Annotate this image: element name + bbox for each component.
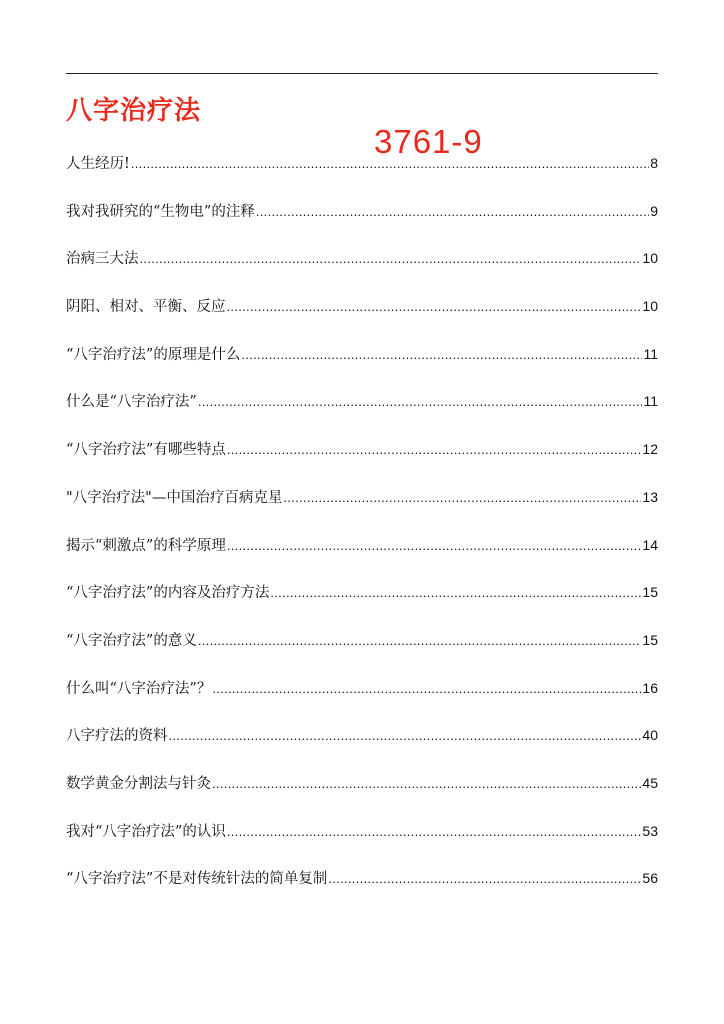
toc-page-number[interactable]: 10: [642, 250, 658, 267]
toc-entry-text[interactable]: 揭示“刺激点”的科学原理: [66, 537, 226, 554]
toc-dot-leader: [241, 338, 642, 372]
toc-entry-text[interactable]: 什么是“八字治疗法”: [66, 394, 197, 411]
toc-page-number[interactable]: 40: [642, 727, 658, 744]
toc-page-number[interactable]: 15: [642, 631, 658, 648]
toc-page-number[interactable]: 14: [642, 536, 658, 553]
toc-page-number[interactable]: 56: [642, 870, 658, 887]
toc-page-number[interactable]: 11: [643, 345, 658, 362]
toc-entry-text[interactable]: “八字治疗法”的意义: [66, 632, 197, 649]
toc-page-number[interactable]: 10: [642, 298, 658, 315]
toc-dot-leader: [328, 862, 641, 896]
toc-page-number[interactable]: 15: [642, 584, 658, 601]
document-code: 3761-9: [374, 123, 483, 160]
toc-entry-text[interactable]: 人生经历!: [66, 156, 130, 172]
toc-entry-text[interactable]: 什么叫“八字治疗法”？: [66, 680, 212, 697]
toc-entry-text[interactable]: "八字治疗法"—中国治疗百病克星: [66, 489, 283, 506]
table-of-contents: [66, 146, 658, 909]
toc-entry[interactable]: [66, 289, 658, 337]
toc-entry[interactable]: [66, 337, 658, 385]
toc-entry[interactable]: [66, 432, 658, 480]
toc-page-number[interactable]: 13: [642, 488, 658, 505]
toc-dot-leader: [256, 195, 649, 229]
toc-page-number[interactable]: 8: [650, 155, 658, 171]
toc-entry-text[interactable]: 阴阳、相对、平衡、反应: [66, 299, 226, 316]
toc-dot-leader: [140, 242, 642, 276]
toc-dot-leader: [227, 290, 642, 324]
document-title: 八字治疗法: [66, 96, 202, 126]
toc-page-number[interactable]: 16: [642, 679, 658, 696]
toc-dot-leader: [227, 433, 642, 467]
toc-entry[interactable]: [66, 575, 658, 623]
toc-dot-leader: [283, 481, 641, 515]
toc-entry-text[interactable]: “八字治疗法”的内容及治疗方法: [66, 585, 270, 602]
toc-entry[interactable]: [66, 671, 658, 719]
toc-dot-leader: [270, 576, 641, 610]
toc-dot-leader: [212, 672, 641, 706]
toc-entry[interactable]: [66, 146, 658, 194]
toc-page-number[interactable]: 11: [643, 393, 658, 410]
toc-entry-text[interactable]: 我对我研究的“生物电”的注释: [66, 203, 255, 220]
toc-dot-leader: [169, 719, 642, 753]
toc-entry[interactable]: [66, 766, 658, 814]
toc-entry-text[interactable]: “八字治疗法”不是对传统针法的简单复制: [66, 871, 328, 888]
toc-page-number[interactable]: 9: [650, 202, 658, 219]
toc-page-number[interactable]: 53: [642, 822, 658, 839]
toc-entry[interactable]: [66, 384, 658, 432]
toc-dot-leader: [227, 815, 642, 849]
toc-entry[interactable]: [66, 623, 658, 671]
toc-entry-text[interactable]: 治病三大法: [66, 251, 139, 268]
header-rule: [66, 73, 658, 74]
toc-entry-text[interactable]: “八字治疗法”有哪些特点: [66, 442, 226, 459]
toc-dot-leader: [198, 624, 642, 658]
toc-entry-text[interactable]: 八字疗法的资料: [66, 728, 168, 745]
toc-page-number[interactable]: 12: [642, 441, 658, 458]
toc-dot-leader: [212, 767, 641, 801]
toc-dot-leader: [131, 147, 649, 181]
toc-entry-text[interactable]: “八字治疗法”的原理是什么: [66, 346, 241, 363]
toc-dot-leader: [227, 529, 642, 563]
toc-entry[interactable]: [66, 861, 658, 909]
toc-entry-text[interactable]: 数学黄金分割法与针灸: [66, 775, 211, 792]
toc-entry[interactable]: [66, 528, 658, 576]
toc-entry[interactable]: [66, 814, 658, 862]
toc-page-number[interactable]: 45: [642, 774, 658, 791]
toc-entry[interactable]: [66, 194, 658, 242]
toc-dot-leader: [198, 385, 643, 419]
toc-entry[interactable]: [66, 241, 658, 289]
toc-entry-text[interactable]: 我对“八字治疗法”的认识: [66, 823, 226, 840]
toc-entry[interactable]: [66, 718, 658, 766]
toc-entry[interactable]: [66, 480, 658, 528]
